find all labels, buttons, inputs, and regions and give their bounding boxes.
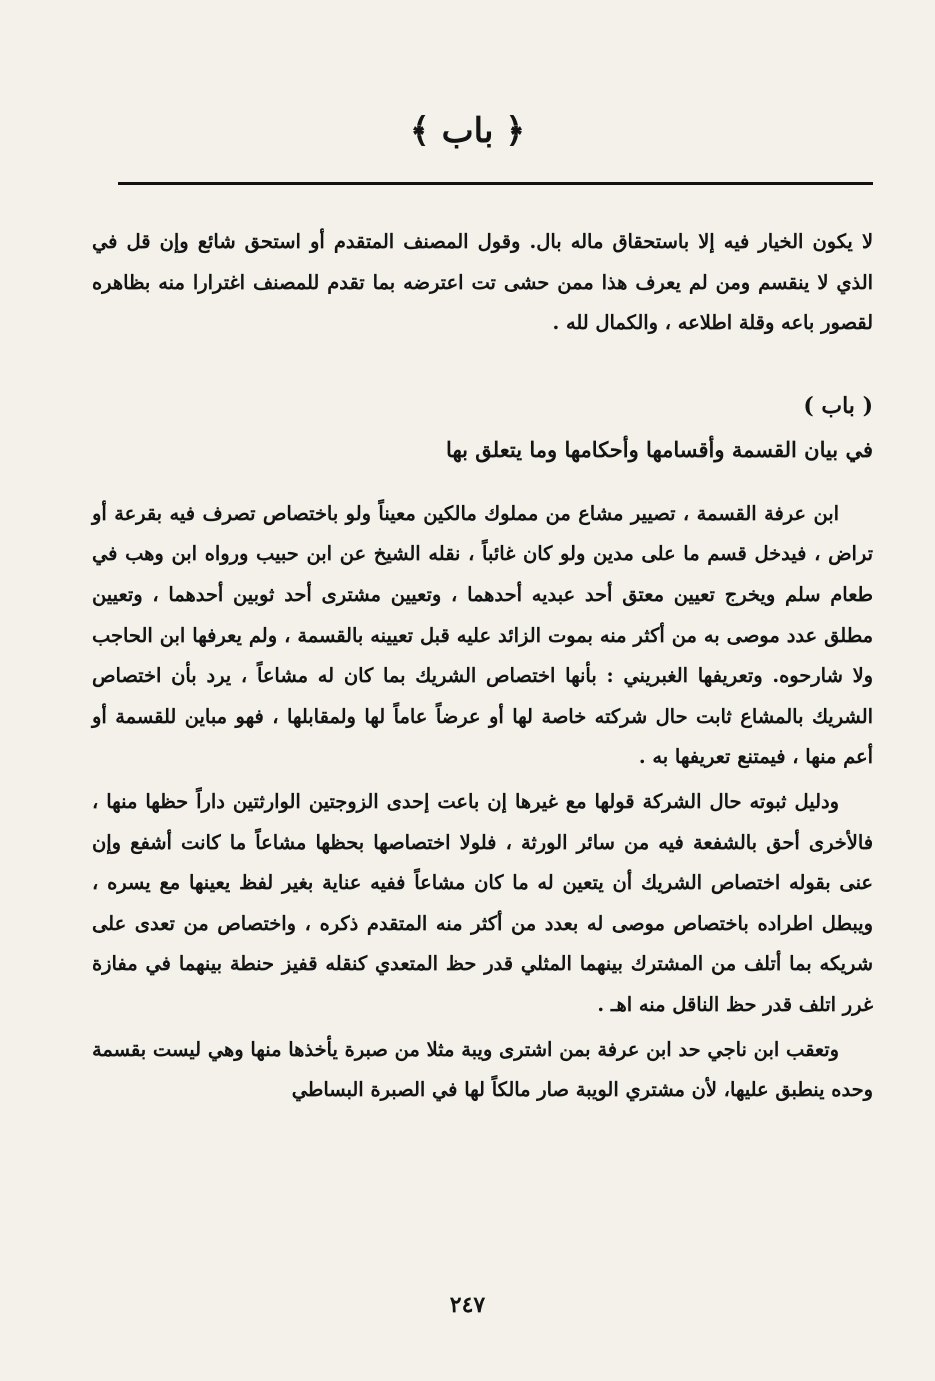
section-subtitle: في بيان القسمة وأقسامها وأحكامها وما يتعلق بها <box>446 436 873 462</box>
page-body <box>92 222 873 1111</box>
body-paragraph: ابن عرفة القسمة ، تصيير مشاع من مملوك مالكين معيناً ولو باختصاص تصرف فيه بقرعة أو تراض ، فيدخل قسم ما على مدين ولو كان غائباً ، نقله الشيخ عن ابن حبيب ورواه ابن وهب في طعام سلم ويخرج تعيين معتق أحد عبديه أحدهما ، وتعيين مشترى أحد ثوبين أحدهما ، وتعيين مطلق عدد موصى به من أكثر منه بموت الزائد عليه قبل تعيينه بالقسمة ، ولم يعرفها ابن الحاجب ولا شارحوه. وتعريفها الغبريني : بأنها اختصاص الشريك بما كان له مشاعاً ، يرد بأن اختصاص الشريك بالمشاع ثابت حال شركته خاصة لها أو عرضاً عاماً لها ولمقابلها ، فهو مباين للقسمة أو أعم منها ، فيمتنع تعريفها به . <box>92 501 873 769</box>
page-number: ٢٤٧ <box>449 1292 486 1318</box>
body-paragraph: وتعقب ابن ناجي حد ابن عرفة بمن اشترى ويبة مثلا من صبرة يأخذها منها وهي ليست بقسمة وحده ينطبق عليها، لأن مشتري الويبة صار مالكاً لها في الصبرة البساطي <box>92 1037 873 1102</box>
header-rule <box>118 182 873 185</box>
top-paragraph: لا يكون الخيار فيه إلا باستحقاق ماله بال. وقول المصنف المتقدم أو استحق شائع وإن قل في الذي لا ينقسم ومن لم يعرف هذا ممن حشى تت اعترضه بما تقدم للمصنف اغترارا منه بظاهره لقصور باعه وقلة اطلاعه ، والكمال لله . <box>92 230 873 335</box>
body-paragraph: ودليل ثبوته حال الشركة قولها مع غيرها إن باعت إحدى الزوجتين الوارثتين داراً حظها منها ، فالأخرى أحق بالشفعة فيه من سائر الورثة ، فلولا اختصاصها بحظها مشاعاً ما كانت أشفع وإن عنى بقوله اختصاص الشريك أن يتعين له ما كان مشاعاً ففيه عناية بغير لفظ يعينها مع يسره ، ويبطل اطراده باختصاص موصى له بعدد من أكثر منه المتقدم ذكره ، واختصاص من تعدى على شريكه بما أتلف من المشترك بينهما المثلي قدر حظ المتعدي كنقله قفيز حنطة بينهما في مفازة غرر اتلف قدر حظ الناقل منه اهـ . <box>92 789 873 1016</box>
section-title: ( باب ) <box>803 392 873 419</box>
running-header: ﴿ باب ﴾ <box>409 111 526 151</box>
